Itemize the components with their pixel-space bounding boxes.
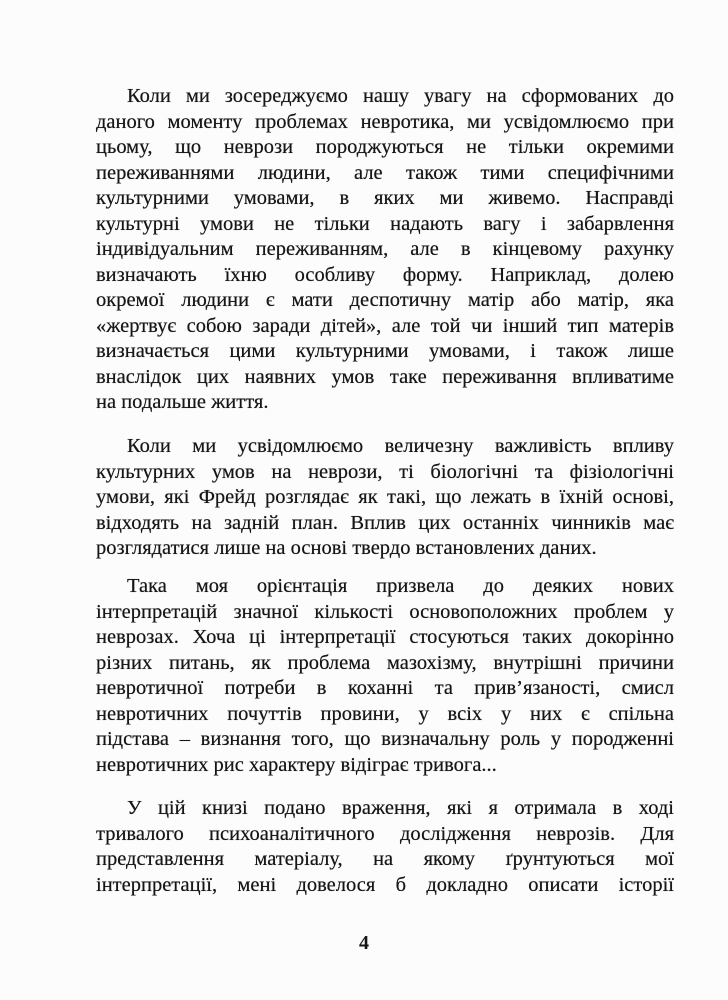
text-line: переживаннями людини, але також тими специфічними [96, 161, 674, 184]
text-line: підстава – визнання того, що визначальну роль у породженні [96, 728, 674, 750]
text-line: культурними умовами, в яких ми живемо. Насправді [96, 187, 674, 209]
text-line: внаслідок цих наявних умов таке переживання впливатиме [96, 365, 674, 388]
text-line: Така моя орієнтація призвела до деяких нових [127, 575, 674, 597]
text-line: на подальше життя. [96, 391, 269, 413]
text-line: «жертвує собою заради дітей», але той чи інший тип матерів [96, 314, 674, 337]
text-line: інтерпретації, мені довелося б докладно описати історії [96, 873, 674, 896]
text-line: розглядатися лише на основі твердо встановлених даних. [96, 537, 597, 559]
paragraph-3 [96, 574, 674, 778]
paragraph-2 [96, 434, 674, 562]
text-line: культурні умови не тільки надають вагу і забарвлення [96, 212, 674, 235]
text-line: Коли ми усвідомлюємо величезну важливість впливу [127, 435, 674, 457]
text-line: відходять на задній план. Вплив цих останніх чинників має [96, 511, 674, 534]
text-line: неврозах. Хоча ці інтерпретації стосуються таких докорінно [96, 626, 674, 648]
text-line: визначається цими культурними умовами, і також лише [96, 340, 674, 362]
text-line: індивідуальним переживанням, але в кінцевому рахунку [96, 238, 674, 260]
text-line: представлення матеріалу, на якому ґрунтуються мої [96, 848, 674, 870]
page-number: 4 [359, 932, 369, 954]
text-line: даного моменту проблемах невротика, ми усвідомлюємо при [96, 110, 674, 133]
text-line: Коли ми зосереджуємо нашу увагу на сформованих до [127, 85, 674, 107]
text-line: умови, які Фрейд розглядає як такі, що лежать в їхній основі, [96, 486, 674, 508]
text-line: визначають їхню особливу форму. Наприклад, долею [96, 263, 674, 286]
paragraph-4 [96, 796, 674, 898]
text-line: інтерпретацій значної кількості основоположних проблем у [96, 600, 674, 623]
text-line: невротичної потреби в коханні та прив’язаності, смисл [96, 677, 674, 699]
text-line: різних питань, як проблема мазохізму, внутрішні причини [96, 651, 674, 674]
text-line: окремої людини є мати деспотичну матір або матір, яка [96, 289, 674, 311]
text-line: невротичних почуттів провини, у всіх у них є спільна [96, 702, 674, 725]
text-line: тривалого психоаналітичного дослідження неврозів. Для [96, 822, 674, 845]
text-line: У цій книзі подано враження, які я отримала в ході [127, 797, 674, 819]
text-line: цьому, що неврози породжуються не тільки окремими [96, 136, 674, 158]
paragraph-1 [96, 84, 674, 416]
text-line: невротичних рис характеру відіграє тривога... [96, 753, 497, 776]
text-line: культурних умов на неврози, ті біологічні та фізіологічні [96, 460, 674, 483]
